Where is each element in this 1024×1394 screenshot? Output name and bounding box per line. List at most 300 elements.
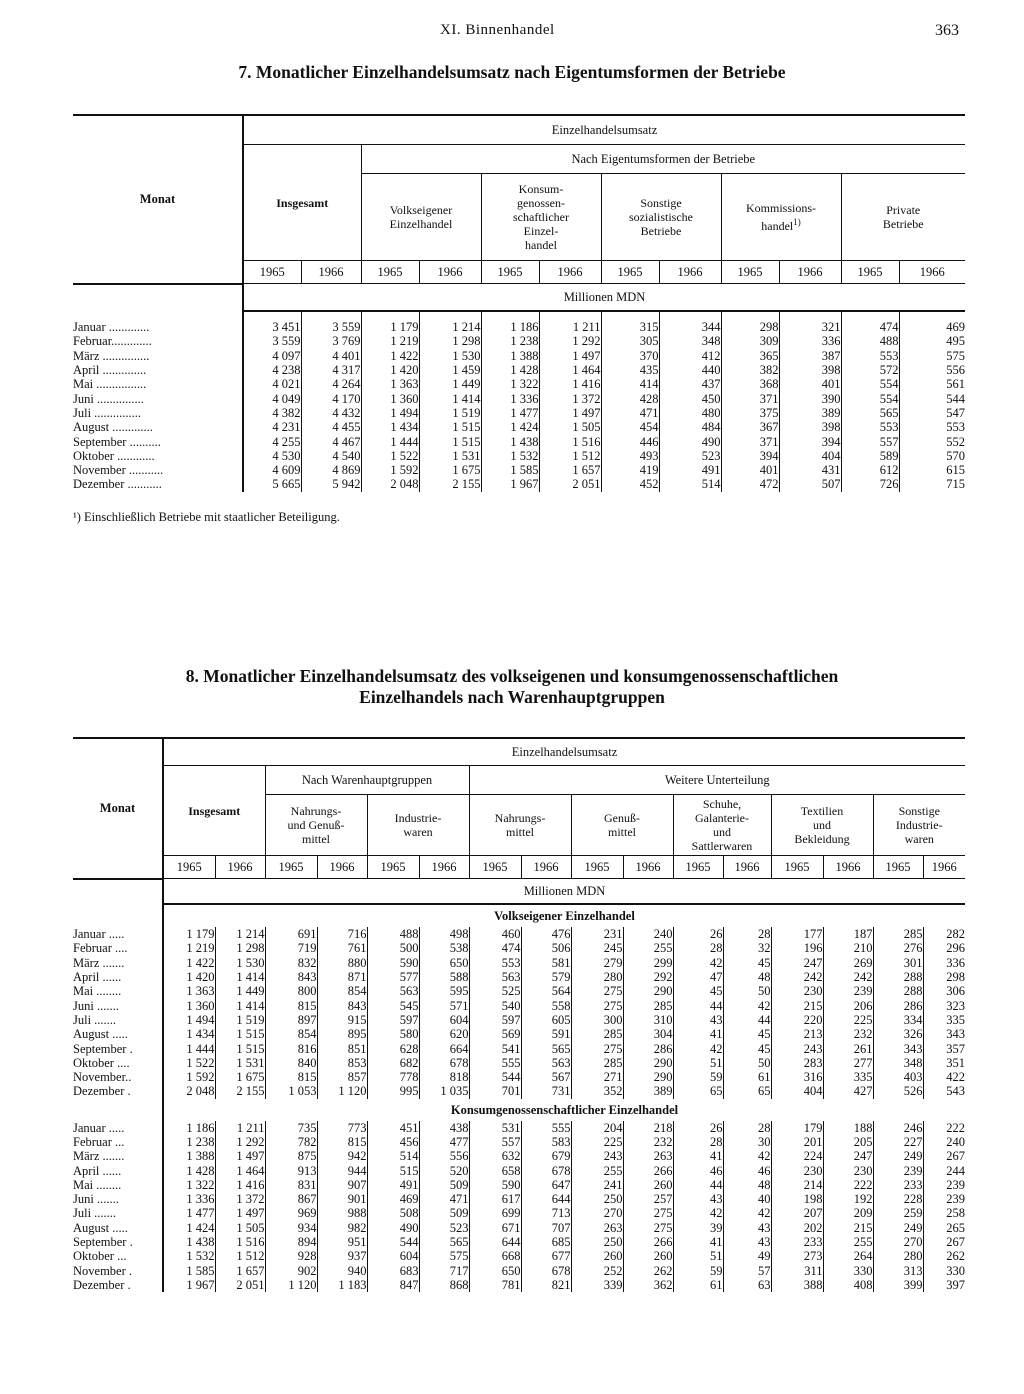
table-cell: 362: [623, 1278, 673, 1292]
table-cell: 262: [623, 1264, 673, 1278]
table-cell: 4 609: [243, 463, 301, 477]
table-cell: 1 388: [163, 1149, 215, 1163]
table-cell: 1 519: [419, 406, 481, 420]
table-cell: 507: [779, 477, 841, 491]
table-cell: 474: [469, 941, 521, 955]
col-label-line: Nahrungs-: [494, 811, 546, 825]
table-cell: 242: [823, 970, 873, 984]
table-cell: 259: [873, 1206, 923, 1220]
table-cell: 279: [571, 956, 623, 970]
table-cell: 1 516: [215, 1235, 265, 1249]
table-cell: 42: [673, 1041, 723, 1055]
table-cell: 50: [723, 1056, 771, 1070]
table-cell: 1 414: [215, 970, 265, 984]
col-label-line: mittel: [506, 825, 534, 839]
table-cell: 275: [623, 1206, 673, 1220]
table-cell: 1 464: [215, 1163, 265, 1177]
table-cell: 1 444: [163, 1041, 215, 1055]
table8-col-nahrung-genuss: [265, 795, 367, 856]
table7-col-kommission: [721, 174, 841, 261]
table-row: [73, 449, 965, 463]
table-cell: 1 505: [539, 420, 601, 434]
table-cell: 1 449: [215, 984, 265, 998]
table-cell: 490: [367, 1221, 419, 1235]
table-cell: 42: [723, 1206, 771, 1220]
table-cell: 679: [521, 1149, 571, 1163]
table-cell: 1 420: [361, 363, 419, 377]
table-cell: 514: [659, 477, 721, 491]
table-cell: 1 372: [539, 391, 601, 405]
table-cell: 1 515: [215, 1027, 265, 1041]
table-cell: 276: [873, 941, 923, 955]
table-cell: 915: [317, 1013, 367, 1027]
table-cell: 280: [571, 970, 623, 984]
table-cell: 250: [571, 1235, 623, 1249]
table-cell: 556: [899, 363, 965, 377]
table8-insgesamt-header: Insgesamt: [163, 766, 265, 856]
row-month: März ...............: [73, 348, 150, 363]
table-cell: 628: [367, 1041, 419, 1055]
table-cell: 390: [779, 391, 841, 405]
table-cell: 28: [723, 927, 771, 941]
table-cell: 577: [367, 970, 419, 984]
table-cell: 5 665: [243, 477, 301, 491]
table-cell: 553: [841, 349, 899, 363]
table-cell: 273: [771, 1249, 823, 1263]
table-cell: 565: [521, 1041, 571, 1055]
table7-group-top: Einzelhandelsumsatz: [243, 115, 965, 145]
row-month: August .....: [73, 1220, 128, 1235]
table-cell: 313: [873, 1264, 923, 1278]
col-label-line: genossen-: [517, 196, 565, 210]
table-cell: 581: [521, 956, 571, 970]
table-cell: 214: [771, 1178, 823, 1192]
table-cell: 239: [873, 1163, 923, 1177]
table-cell: 1 388: [481, 349, 539, 363]
table-cell: 450: [659, 391, 721, 405]
table-cell: 61: [723, 1070, 771, 1084]
table-cell: 4 264: [301, 377, 361, 391]
table8-title-line1: 8. Monatlicher Einzelhandelsumsatz des volkseigenen und konsumgenossenschaftlichen: [185, 666, 839, 686]
table-cell: 394: [779, 434, 841, 448]
table-cell: 266: [623, 1163, 673, 1177]
table-cell: 713: [521, 1206, 571, 1220]
table-cell: 847: [367, 1278, 419, 1292]
table-cell: 565: [841, 406, 899, 420]
table-cell: 440: [659, 363, 721, 377]
table-cell: 561: [899, 377, 965, 391]
table7-col-konsum: [481, 174, 601, 261]
table-cell: 299: [623, 956, 673, 970]
table-cell: 1 585: [163, 1264, 215, 1278]
table-cell: 552: [899, 434, 965, 448]
table7-col-sonstige: [601, 174, 721, 261]
table-cell: 252: [571, 1264, 623, 1278]
table-cell: 285: [571, 1056, 623, 1070]
table-cell: 1 183: [317, 1278, 367, 1292]
table-cell: 1 505: [215, 1221, 265, 1235]
table-cell: 604: [419, 1013, 469, 1027]
table-cell: 43: [723, 1221, 771, 1235]
table-cell: 901: [317, 1192, 367, 1206]
col-label-line: handel: [525, 238, 557, 252]
table-cell: 707: [521, 1221, 571, 1235]
year-1966: 1966: [923, 856, 965, 879]
table-cell: 540: [469, 998, 521, 1012]
chapter-title: XI. Binnenhandel: [440, 22, 555, 38]
table-cell: 435: [601, 363, 659, 377]
table-cell: 260: [623, 1249, 673, 1263]
table-cell: 232: [623, 1135, 673, 1149]
year-1965: 1965: [469, 856, 521, 879]
table-cell: 509: [419, 1206, 469, 1220]
table-row: [73, 1135, 965, 1149]
table-cell: 1 585: [481, 463, 539, 477]
col-label-line: Volkseigener: [389, 203, 453, 217]
table-cell: 895: [317, 1027, 367, 1041]
table-cell: 1 336: [163, 1192, 215, 1206]
table-cell: 719: [265, 941, 317, 955]
table-cell: 557: [841, 434, 899, 448]
table-cell: 285: [571, 1027, 623, 1041]
table-cell: 1 522: [361, 449, 419, 463]
table-cell: 1 515: [419, 434, 481, 448]
table7-monat-header: Monat: [73, 115, 243, 284]
table-cell: 286: [623, 1041, 673, 1055]
table-cell: 544: [367, 1235, 419, 1249]
table-cell: 198: [771, 1192, 823, 1206]
table-cell: 387: [779, 349, 841, 363]
table-cell: 875: [265, 1149, 317, 1163]
table-cell: 590: [469, 1178, 521, 1192]
row-month: Juli ...............: [73, 405, 142, 420]
table-cell: 46: [723, 1163, 771, 1177]
table-cell: 365: [721, 349, 779, 363]
year-1965: 1965: [721, 261, 779, 284]
year-1966: 1966: [301, 261, 361, 284]
table-cell: 815: [265, 998, 317, 1012]
table-cell: 1 657: [539, 463, 601, 477]
col-label-line: Textilien: [800, 804, 844, 818]
table-cell: 1 420: [163, 970, 215, 984]
year-1966: 1966: [521, 856, 571, 879]
table-cell: 398: [779, 363, 841, 377]
table-cell: 50: [723, 984, 771, 998]
table-cell: 398: [779, 420, 841, 434]
row-month: Mai ........: [73, 984, 122, 999]
row-month: Oktober ...: [73, 1249, 127, 1264]
table-cell: 239: [923, 1178, 965, 1192]
table-cell: 258: [923, 1206, 965, 1220]
table-cell: 1 120: [317, 1084, 367, 1098]
table-cell: 292: [623, 970, 673, 984]
year-1965: 1965: [163, 856, 215, 879]
col-label-line: handel: [761, 219, 794, 233]
table-cell: 43: [673, 1013, 723, 1027]
table-cell: 404: [779, 449, 841, 463]
spacer: [73, 1099, 163, 1121]
table-cell: 266: [623, 1235, 673, 1249]
table-cell: 664: [419, 1041, 469, 1055]
table-cell: 4 467: [301, 434, 361, 448]
table-cell: 476: [521, 927, 571, 941]
col-label-line: Galanterie-: [695, 811, 749, 825]
table-cell: 4 432: [301, 406, 361, 420]
table-cell: 388: [771, 1278, 823, 1292]
table-cell: 51: [673, 1249, 723, 1263]
table-cell: 188: [823, 1121, 873, 1135]
table-cell: 282: [923, 927, 965, 941]
table-row: [73, 984, 965, 998]
table-row: [73, 1070, 965, 1084]
table-cell: 335: [823, 1070, 873, 1084]
table-cell: 907: [317, 1178, 367, 1192]
table-cell: 597: [367, 1013, 419, 1027]
table-cell: 225: [823, 1013, 873, 1027]
col-label-line: Betriebe: [640, 224, 682, 238]
table-cell: 857: [317, 1070, 367, 1084]
table-cell: 843: [317, 998, 367, 1012]
table-cell: 309: [721, 334, 779, 348]
table-cell: 408: [823, 1278, 873, 1292]
table-cell: 555: [469, 1056, 521, 1070]
table-cell: 4 382: [243, 406, 301, 420]
table7: [73, 114, 965, 492]
table-cell: 275: [623, 1221, 673, 1235]
table-cell: 280: [873, 1249, 923, 1263]
col-label-line: mittel: [608, 825, 636, 839]
table-cell: 428: [601, 391, 659, 405]
table-cell: 348: [659, 334, 721, 348]
table-cell: 296: [923, 941, 965, 955]
table-cell: 213: [771, 1027, 823, 1041]
table-cell: 401: [721, 463, 779, 477]
table-cell: 1 416: [215, 1178, 265, 1192]
row-month: September .: [73, 1235, 133, 1250]
table-cell: 51: [673, 1056, 723, 1070]
year-1965: 1965: [873, 856, 923, 879]
table-cell: 580: [367, 1027, 419, 1041]
table-cell: 685: [521, 1235, 571, 1249]
table-cell: 44: [673, 998, 723, 1012]
table-cell: 682: [367, 1056, 419, 1070]
table-row: [73, 1013, 965, 1027]
table-cell: 45: [723, 1027, 771, 1041]
table-cell: 1 438: [481, 434, 539, 448]
table-cell: 49: [723, 1249, 771, 1263]
table-cell: 26: [673, 1121, 723, 1135]
table-cell: 260: [623, 1178, 673, 1192]
table-cell: 531: [469, 1121, 521, 1135]
table-cell: 263: [623, 1149, 673, 1163]
table8-col-industrie: [367, 795, 469, 856]
table-cell: 375: [721, 406, 779, 420]
table-cell: 1 372: [215, 1192, 265, 1206]
table-cell: 583: [521, 1135, 571, 1149]
table-cell: 579: [521, 970, 571, 984]
table-cell: 554: [841, 377, 899, 391]
table-cell: 288: [873, 970, 923, 984]
table8-unit: Millionen MDN: [163, 879, 965, 905]
table-cell: 1 322: [163, 1178, 215, 1192]
table-cell: 46: [673, 1163, 723, 1177]
table-cell: 246: [873, 1121, 923, 1135]
table-cell: 563: [367, 984, 419, 998]
table7-col-volkseigen: [361, 174, 481, 261]
table-cell: 541: [469, 1041, 521, 1055]
footnote-marker: 1): [793, 217, 801, 227]
table-cell: 2 048: [163, 1084, 215, 1098]
col-label-line: Konsum-: [518, 182, 564, 196]
table-cell: 658: [469, 1163, 521, 1177]
table-row: [73, 927, 965, 941]
table-cell: 224: [771, 1149, 823, 1163]
table-cell: 816: [265, 1041, 317, 1055]
table-cell: 404: [771, 1084, 823, 1098]
table-cell: 42: [673, 1206, 723, 1220]
table-cell: 261: [823, 1041, 873, 1055]
table-cell: 1 497: [539, 349, 601, 363]
col-label-line: Einzelhandel: [389, 217, 453, 231]
table-cell: 4 530: [243, 449, 301, 463]
table-cell: 222: [823, 1178, 873, 1192]
table-cell: 1 531: [419, 449, 481, 463]
table-cell: 726: [841, 477, 899, 491]
table-cell: 306: [923, 984, 965, 998]
table-cell: 5 942: [301, 477, 361, 491]
table-cell: 605: [521, 1013, 571, 1027]
table-cell: 1 530: [419, 349, 481, 363]
table-cell: 597: [469, 1013, 521, 1027]
table-cell: 1 444: [361, 434, 419, 448]
table-cell: 677: [521, 1249, 571, 1263]
table-cell: 995: [367, 1084, 419, 1098]
table-cell: 547: [899, 406, 965, 420]
table-cell: 26: [673, 927, 723, 941]
table-cell: 431: [779, 463, 841, 477]
table-cell: 401: [779, 377, 841, 391]
table-cell: 250: [571, 1192, 623, 1206]
table-cell: 1 434: [361, 420, 419, 434]
table-cell: 336: [779, 334, 841, 348]
table8-col-sonstige-industrie: [873, 795, 965, 856]
table-cell: 644: [521, 1192, 571, 1206]
table-cell: 285: [623, 998, 673, 1012]
table-cell: 316: [771, 1070, 823, 1084]
table-cell: 334: [873, 1013, 923, 1027]
col-label-line: waren: [904, 832, 934, 846]
table-cell: 589: [841, 449, 899, 463]
table-cell: 715: [899, 477, 965, 491]
table-cell: 572: [841, 363, 899, 377]
table-cell: 48: [723, 1178, 771, 1192]
table-cell: 514: [367, 1149, 419, 1163]
table-cell: 270: [571, 1206, 623, 1220]
spacer: [73, 879, 163, 905]
table-cell: 243: [771, 1041, 823, 1055]
table-cell: 451: [367, 1121, 419, 1135]
table-row: [73, 998, 965, 1012]
table-cell: 588: [419, 970, 469, 984]
table-cell: 1 459: [419, 363, 481, 377]
row-month: Februar ...: [73, 1135, 125, 1149]
table-cell: 761: [317, 941, 367, 955]
table-cell: 310: [623, 1013, 673, 1027]
table-cell: 1 211: [215, 1121, 265, 1135]
table-cell: 61: [673, 1278, 723, 1292]
table-row: [73, 1027, 965, 1041]
table-cell: 40: [723, 1192, 771, 1206]
row-month: Dezember .: [73, 1084, 131, 1099]
table-cell: 210: [823, 941, 873, 955]
col-label-line: Einzel-: [523, 224, 559, 238]
table-row: [73, 420, 965, 434]
table-cell: 44: [723, 1013, 771, 1027]
table-cell: 65: [723, 1084, 771, 1098]
table-cell: 1 512: [215, 1249, 265, 1263]
table-cell: 3 559: [243, 334, 301, 348]
table-cell: 1 532: [481, 449, 539, 463]
table-cell: 526: [873, 1084, 923, 1098]
table-cell: 553: [841, 420, 899, 434]
table-cell: 48: [723, 970, 771, 984]
table-row: [73, 363, 965, 377]
table-cell: 525: [469, 984, 521, 998]
table-cell: 1 675: [215, 1070, 265, 1084]
table-cell: 1 363: [163, 984, 215, 998]
table-cell: 290: [623, 1056, 673, 1070]
table-cell: 832: [265, 956, 317, 970]
table-cell: 382: [721, 363, 779, 377]
row-month: August .....: [73, 1027, 128, 1042]
table-row: [73, 1121, 965, 1135]
table-row: [73, 349, 965, 363]
table-cell: 204: [571, 1121, 623, 1135]
table-row: [73, 477, 965, 491]
table-cell: 868: [419, 1278, 469, 1292]
table-cell: 215: [823, 1221, 873, 1235]
col-label-line: und: [713, 825, 731, 839]
table-cell: 242: [771, 970, 823, 984]
row-month: November .: [73, 1263, 133, 1278]
table-cell: 671: [469, 1221, 521, 1235]
table-row: [73, 1249, 965, 1263]
table-cell: 414: [601, 377, 659, 391]
table-row: [73, 406, 965, 420]
table-cell: 1 494: [361, 406, 419, 420]
table-cell: 42: [723, 998, 771, 1012]
row-month: November ...........: [73, 463, 164, 478]
table-cell: 491: [659, 463, 721, 477]
table-cell: 201: [771, 1135, 823, 1149]
table-cell: 419: [601, 463, 659, 477]
col-label-line: Kommissions-: [745, 201, 816, 215]
table-row: [73, 941, 965, 955]
col-label-line: Sonstige: [640, 196, 682, 210]
table-cell: 290: [623, 984, 673, 998]
year-1966: 1966: [659, 261, 721, 284]
table-cell: 590: [367, 956, 419, 970]
table-cell: 344: [659, 311, 721, 334]
row-month: August .............: [73, 420, 153, 435]
table-cell: 1 219: [163, 941, 215, 955]
table-cell: 3 769: [301, 334, 361, 348]
table-cell: 617: [469, 1192, 521, 1206]
table-cell: 595: [419, 984, 469, 998]
table-row: [73, 311, 965, 334]
table-cell: 4 049: [243, 391, 301, 405]
table-cell: 1 516: [539, 434, 601, 448]
